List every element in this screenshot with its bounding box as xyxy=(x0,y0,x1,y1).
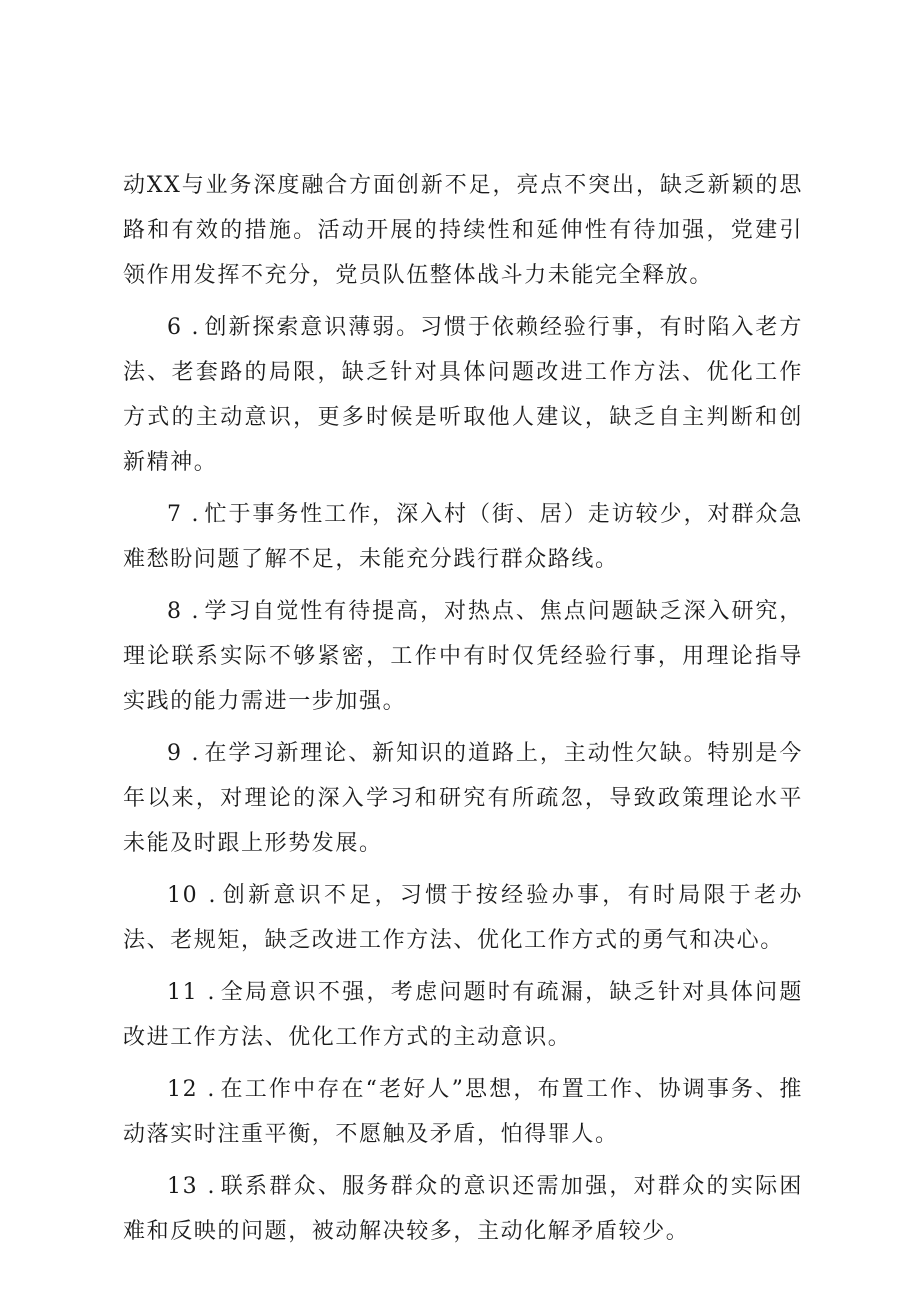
paragraph-continued xyxy=(123,163,803,298)
paragraph-item-12 xyxy=(123,1067,803,1157)
paragraph-item-8 xyxy=(123,589,803,724)
paragraph-item-11 xyxy=(123,970,803,1060)
paragraph-text: 在学习新理论、新知识的道路上，主动性欠缺。特别是今年以来，对理论的深入学习和研究有所疏忽，导致政策理论水平未能及时跟上形势发展。 xyxy=(123,741,803,856)
paragraph-item-10 xyxy=(123,873,803,963)
paragraph-text: 动XX与业务深度融合方面创新不足，亮点不突出，缺乏新颖的思路和有效的措施。活动开展的持续性和延伸性有待加强，党建引领作用发挥不充分，党员队伍整体战斗力未能完全释放。 xyxy=(123,173,803,288)
paragraph-text: 创新探索意识薄弱。习惯于依赖经验行事，有时陷入老方法、老套路的局限，缺乏针对具体问题改进工作方法、优化工作方式的主动意识，更多时候是听取他人建议，缺乏自主判断和创新精神。 xyxy=(123,315,803,475)
paragraph-item-7 xyxy=(123,492,803,582)
item-number: 12 . xyxy=(167,1077,216,1102)
item-number: 6 . xyxy=(167,315,201,340)
paragraph-item-13 xyxy=(123,1164,803,1254)
item-number: 9 . xyxy=(167,741,201,766)
paragraph-text: 创新意识不足，习惯于按经验办事，有时局限于老办法、老规矩，缺乏改进工作方法、优化工作方式的勇气和决心。 xyxy=(123,883,803,953)
item-number: 11 . xyxy=(167,980,217,1005)
item-number: 10 . xyxy=(167,883,218,908)
paragraph-text: 全局意识不强，考虑问题时有疏漏，缺乏针对具体问题改进工作方法、优化工作方式的主动意识。 xyxy=(123,980,803,1050)
item-number: 8 . xyxy=(167,599,201,624)
item-number: 7 . xyxy=(167,502,201,527)
item-number: 13 . xyxy=(167,1174,217,1199)
paragraph-text: 忙于事务性工作，深入村（街、居）走访较少，对群众急难愁盼问题了解不足，未能充分践行群众路线。 xyxy=(123,502,803,572)
paragraph-text: 在工作中存在“老好人”思想，布置工作、协调事务、推动落实时注重平衡，不愿触及矛盾，怕得罪人。 xyxy=(123,1077,803,1147)
paragraph-text: 学习自觉性有待提高，对热点、焦点问题缺乏深入研究，理论联系实际不够紧密，工作中有时仅凭经验行事，用理论指导实践的能力需进一步加强。 xyxy=(123,599,803,714)
document-body xyxy=(123,163,803,1261)
paragraph-item-6 xyxy=(123,305,803,485)
paragraph-text: 联系群众、服务群众的意识还需加强，对群众的实际困难和反映的问题，被动解决较多，主动化解矛盾较少。 xyxy=(123,1174,803,1244)
paragraph-item-9 xyxy=(123,731,803,866)
